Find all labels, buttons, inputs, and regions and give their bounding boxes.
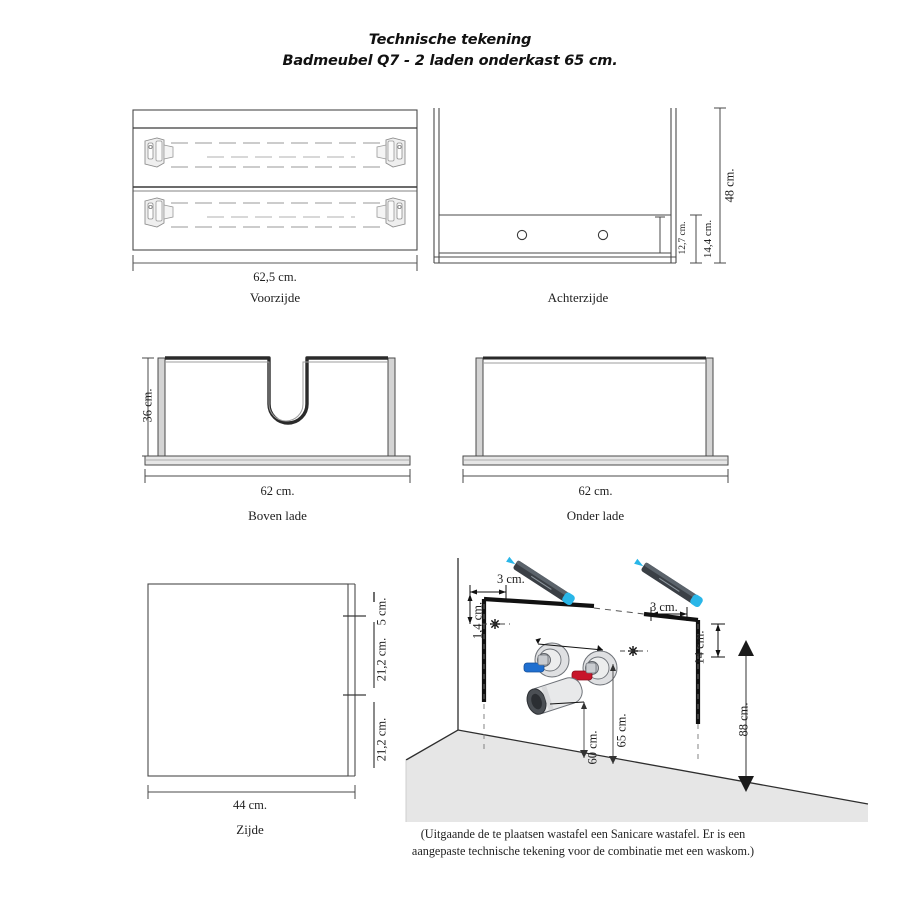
bottom-drawer-width-dimension: 62 cm. [578,484,613,498]
dimension-right-drop [711,624,725,657]
install-right-drop-label: 14 cm. [692,630,707,665]
dimension-line-panel-height [690,215,702,263]
side-width-dimension: 44 cm. [232,798,268,812]
install-right-offset-label: 3 cm. [650,600,678,614]
install-supply-height-label: 65 cm. [614,713,629,748]
mounting-hole [598,230,607,239]
water-supply-valve-hot [572,651,617,685]
mounting-bracket-right [644,614,698,724]
back-panel-height-dimension: 14,4 cm. [702,219,714,259]
install-top-height-label: 88 cm. [736,702,751,737]
front-width-dimension: 62,5 cm. [253,270,297,284]
top-drawer-width-dimension: 62 cm. [260,484,295,498]
title-line-2: Badmeubel Q7 - 2 laden onderkast 65 cm. [282,53,618,69]
top-drawer-caption: Boven lade [248,508,307,523]
title-line-1: Technische tekening [368,32,532,48]
dimension-line-width [148,785,355,799]
water-supply-valve-cold [524,643,569,677]
front-view-drawing [125,105,425,285]
dimension-line-width [145,469,410,483]
side-segment-top-dimension: 5 cm. [374,597,389,626]
back-view-caption: Achterzijde [547,290,609,305]
floor-plane [406,730,868,822]
bottom-drawer-caption: Onder lade [566,508,625,523]
page-title [0,30,900,72]
front-view-caption: Voorzijde [249,290,301,305]
back-inner-height-dimension: 12,7 cm. [678,221,688,255]
drain-pipe [524,675,585,717]
top-drawer-drawing [140,352,430,482]
back-total-height-dimension: 48 cm. [722,168,737,203]
installation-footnote: (Uitgaande de te plaatsen wastafel een Sanicare wastafel. Er is een aangepaste technische tekening voor de combinatie met een waskom.) [411,827,755,858]
mounting-hole [517,230,526,239]
install-drain-height-label: 60 cm. [585,730,600,765]
side-view-drawing [140,578,400,818]
side-segment-bottom-dimension: 21,2 cm. [374,717,389,762]
bottom-drawer-drawing [458,352,748,482]
dimension-line-width [463,469,728,483]
side-view-caption: Zijde [236,822,264,837]
side-segment-middle-dimension: 21,2 cm. [374,637,389,682]
dimension-line-width [133,255,417,271]
install-left-drop-label: 1,4 cm. [470,601,485,640]
top-drawer-height-dimension: 36 cm. [140,388,155,423]
install-left-offset-label: 3 cm. [497,572,525,586]
